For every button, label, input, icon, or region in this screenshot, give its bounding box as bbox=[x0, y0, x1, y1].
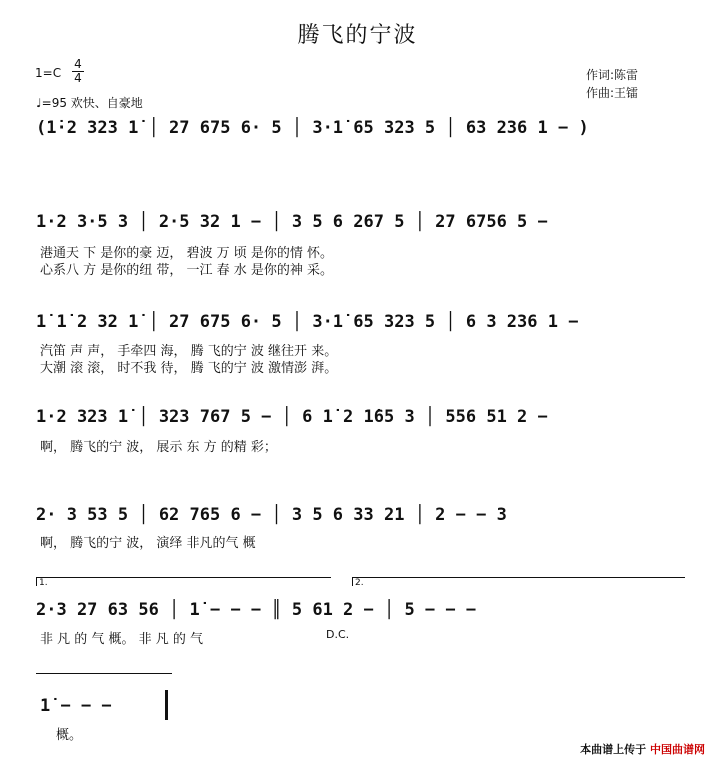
time-signature bbox=[72, 58, 84, 85]
volta-first-ending: 1. bbox=[36, 577, 331, 586]
source-footer: 本曲谱上传于 中国曲谱网 bbox=[580, 743, 705, 756]
tie-bracket bbox=[36, 673, 172, 682]
composer: 作曲:王镭 bbox=[586, 86, 639, 100]
lyric-row-5: 啊， 腾飞的宁 波， 演绎 非凡的气 概 bbox=[40, 536, 256, 551]
time-numerator: 4 bbox=[72, 58, 84, 72]
notation-row-6: 2·3 27 63 56 │ 1̇ − − − ║ 5 61 2 − │ 5 − − − bbox=[36, 600, 477, 620]
da-capo-marking: D.C. bbox=[326, 628, 350, 641]
key-signature: 1=C bbox=[35, 66, 62, 80]
volta-second-ending: 2. bbox=[352, 577, 685, 586]
notation-row-7: 1̇ − − − bbox=[40, 696, 112, 716]
final-barline bbox=[165, 690, 168, 720]
quarter-note-icon: ♩ bbox=[36, 96, 42, 110]
lyric-row-2-verse-2: 心系八 方 是你的纽 带， 一江 春 水 是你的神 采。 bbox=[40, 263, 334, 278]
lyric-row-6: 非 凡 的 气 概。 非 凡 的 气 bbox=[40, 632, 204, 647]
time-denominator: 4 bbox=[74, 71, 82, 85]
page-title: 腾飞的宁波 bbox=[297, 23, 418, 48]
lyricist: 作词:陈雷 bbox=[586, 68, 639, 82]
notation-row-2: 1·2 3·5 3 │ 2·5 32 1 − │ 3 5 6 267 5 │ 27 6756 5 − bbox=[36, 212, 548, 232]
notation-row-3: 1̇ 1̇ 2 32 1̇ │ 27 675 6· 5 │ 3·1̇ 65 323 5 │ 6 3 236 1 − bbox=[36, 312, 579, 332]
notation-row-4: 1·2 323 1̇ │ 323 767 5 − │ 6 1̇ 2 1̇65 3 │ 556 51 2 − bbox=[36, 407, 548, 427]
lyric-row-3-verse-1: 汽笛 声 声， 手牵四 海， 腾 飞的宁 波 继往开 来。 bbox=[40, 344, 338, 359]
site-logo[interactable]: 中国曲谱网 bbox=[650, 743, 705, 756]
notation-row-1: (1̇·2 323 1̇ │ 27 675 6· 5 │ 3·1̇ 65 323 5 │ 63 236 1 − ) bbox=[36, 118, 589, 138]
lyric-row-2-verse-1: 港通天 下 是你的豪 迈， 碧波 万 顷 是你的情 怀。 bbox=[40, 246, 334, 261]
lyric-row-7: 概。 bbox=[56, 728, 83, 743]
lyric-row-3-verse-2: 大潮 滚 滚， 时不我 待， 腾 飞的宁 波 激情澎 湃。 bbox=[40, 361, 338, 376]
tempo-marking: ♩=95 欢快、自豪地 bbox=[36, 96, 143, 110]
lyric-row-4: 啊， 腾飞的宁 波， 展示 东 方 的精 彩； bbox=[40, 440, 277, 455]
notation-row-5: 2· 3 53 5 │ 62 765 6 − │ 3 5 6 33 21 │ 2 − − 3 bbox=[36, 505, 507, 525]
